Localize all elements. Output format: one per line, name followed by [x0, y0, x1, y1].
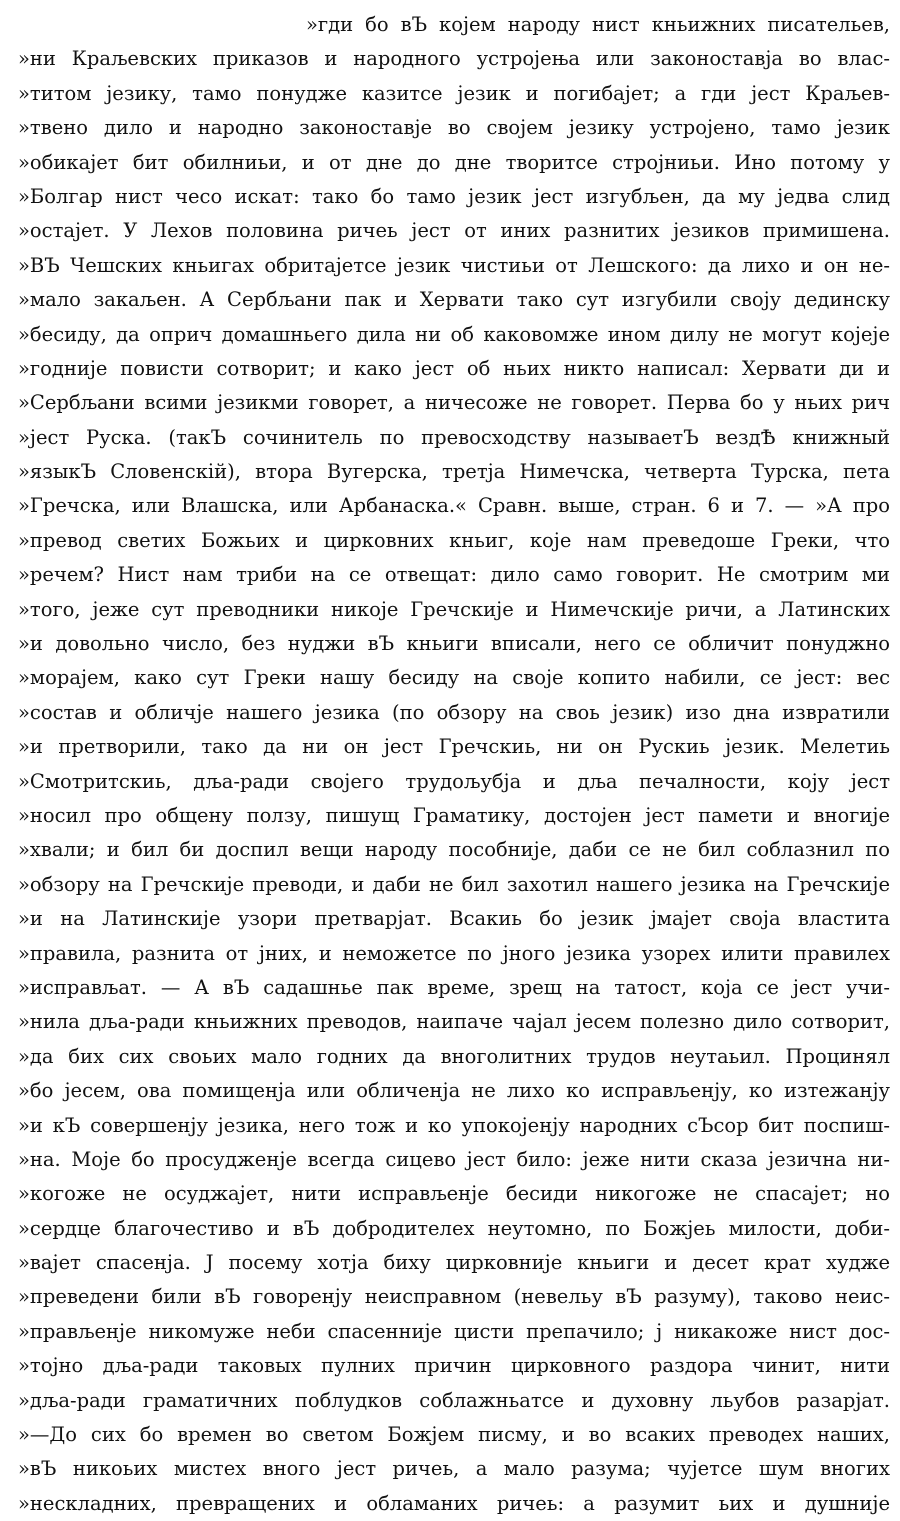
- text-line: »носил про общену ползу, пишущ Граматику, достојен јест памети и вногије: [18, 803, 890, 827]
- text-line: »бесиду, да оприч домашньего дила ни об каковомже ином дилу не могут којеје: [18, 322, 890, 346]
- text-line: »того, јеже сут преводники никоје Гречскије и Нимечскије ричи, а Латинских: [18, 597, 890, 621]
- text-line: »да бих сих своьих мало годних да вноголитних трудов неутаьил. Процинял: [18, 1044, 890, 1068]
- text-line: »и на Латинскије узори претварјат. Всакиь бо језик јмајет своја властита: [18, 907, 890, 931]
- text-line: »морајем, како сут Греки нашу бесиду на своје копито набили, се јест: вес: [18, 666, 890, 690]
- text-line: »и довольно число, без нуджи вЪ кньиги вписали, него се обличит понуджно: [18, 632, 890, 656]
- text-line: »ни Краљевских приказов и народного устројења или законоставја во влас-: [18, 47, 890, 71]
- text-line: »когоже не осуджајет, нити исправљенје бесиди никогоже не спасајет; но: [18, 1182, 890, 1206]
- text-line: »речем? Нист нам триби на се отвещат: дило само говорит. Не смотрим ми: [18, 563, 890, 587]
- text-line: »тојно дља-ради таковых пулних причин цирковного раздора чинит, нити: [18, 1354, 890, 1378]
- text-line: »нила дља-ради кньижних преводов, наипаче чајал јесем полезно дило сотворит,: [18, 1010, 890, 1034]
- text-line: »годније повисти сотворит; и како јест об ньих никто написал: Хервати ди и: [18, 356, 890, 380]
- text-line: »—До сих бо времен во светом Божјем писму, и во всаких преводех наших,: [18, 1423, 890, 1447]
- text-line: »хвали; и бил би доспил вещи народу пособније, даби се не бил соблазнил по: [18, 838, 890, 862]
- text-line: »обзору на Гречскије преводи, и даби не бил захотил нашего језика на Гречскије: [18, 872, 890, 896]
- text-line: »вЪ никоьих мистех вного јест ричеь, а мало разума; чујетсе шум вногих: [18, 1457, 890, 1481]
- text-line: »и претворили, тако да ни он јест Гречскиь, ни он Рускиь језик. Мелетиь: [18, 735, 890, 759]
- text-line: »остајет. У Лехов половина ричеь јест от иних разнитих језиков примишена.: [18, 219, 890, 243]
- text-line: »гди бо вЪ којем народу нист кньижних писательев,: [306, 13, 890, 36]
- text-line: »прављенје никомуже неби спасенније цисти препачило; ј никакоже нист дос-: [18, 1319, 890, 1343]
- text-line: »мало закаљен. А Сербљани пак и Хервати тако сут изгубили своју дединску: [18, 288, 890, 312]
- text-line: »Болгар нист чесо искат: тако бо тамо језик јест изгубљен, да му једва слид: [18, 184, 890, 208]
- text-line: »и кЪ совершенју језика, него тож и ко упокојенју народних сЪсор бит поспиш-: [18, 1113, 890, 1137]
- text-line: »обикајет бит обилниьи, и от дне до дне творитсе стројниьи. Ино потому у: [18, 150, 890, 174]
- text-line: »Гречска, или Влашска, или Арбанаска.« Сравн. выше, стран. 6 и 7. — »А про: [18, 494, 890, 518]
- text-line: »исправљат. — А вЪ садашнье пак време, зрещ на татост, која се јест учи-: [18, 975, 890, 999]
- text-line: »дља-ради граматичних поблудков соблажньатсе и духовну льубов разарјат.: [18, 1388, 890, 1412]
- text-line: »бо јесем, ова помищенја или обличенја не лихо ко исправљенју, ко изтежанју: [18, 1079, 890, 1103]
- text-line: »јест Руска. (такЪ сочинитель по превосходству называетЪ вездѢ книжный: [18, 425, 890, 449]
- text-line: »твено дило и народно законоставје во својем језику устројено, тамо језик: [18, 116, 890, 140]
- text-line: »Сербљани всими језикми говорет, а ничесоже не говорет. Перва бо у ньих рич: [18, 391, 890, 415]
- text-line: »на. Моје бо просудженје всегда сицево јест било: јеже нити сказа језична ни-: [18, 1147, 890, 1171]
- text-line: »Смотритскиь, дља-ради својего трудољубја и дља печалности, коју јест: [18, 769, 890, 793]
- text-line: »сердце благочестиво и вЪ добродителех неутомно, по Божјеь милости, доби-: [18, 1216, 890, 1240]
- text-line: »вајет спасенја. Ј посему хотја биху цирковније кньиги и десет крат худже: [18, 1251, 890, 1275]
- text-line: »нескладних, превращених и обламаних ричеь: а разумит ьих и душније: [18, 1491, 890, 1515]
- text-line: »правила, разнита от јних, и неможетсе по јного језика узорех илити правилех: [18, 941, 890, 965]
- text-line: »преведени били вЪ говоренју неисправном (невельу вЪ разуму), таково неис-: [18, 1285, 890, 1309]
- text-line: »титом језику, тамо понудже казитсе језик и погибајет; а гди јест Краљев-: [18, 81, 890, 105]
- text-line: »превод светих Божьих и цирковних кньиг, које нам преведоше Греки, что: [18, 528, 890, 552]
- text-line: »состав и обличје нашего језика (по обзору на своь језик) изо дна извратили: [18, 700, 890, 724]
- text-line: »ВЪ Чешских кньигах обритајетсе језик чистиьи от Лешского: да лихо и он не-: [18, 253, 890, 277]
- text-line: »языкЪ Словенскій), втора Вугерска, третја Нимечска, четверта Турска, пета: [18, 460, 890, 484]
